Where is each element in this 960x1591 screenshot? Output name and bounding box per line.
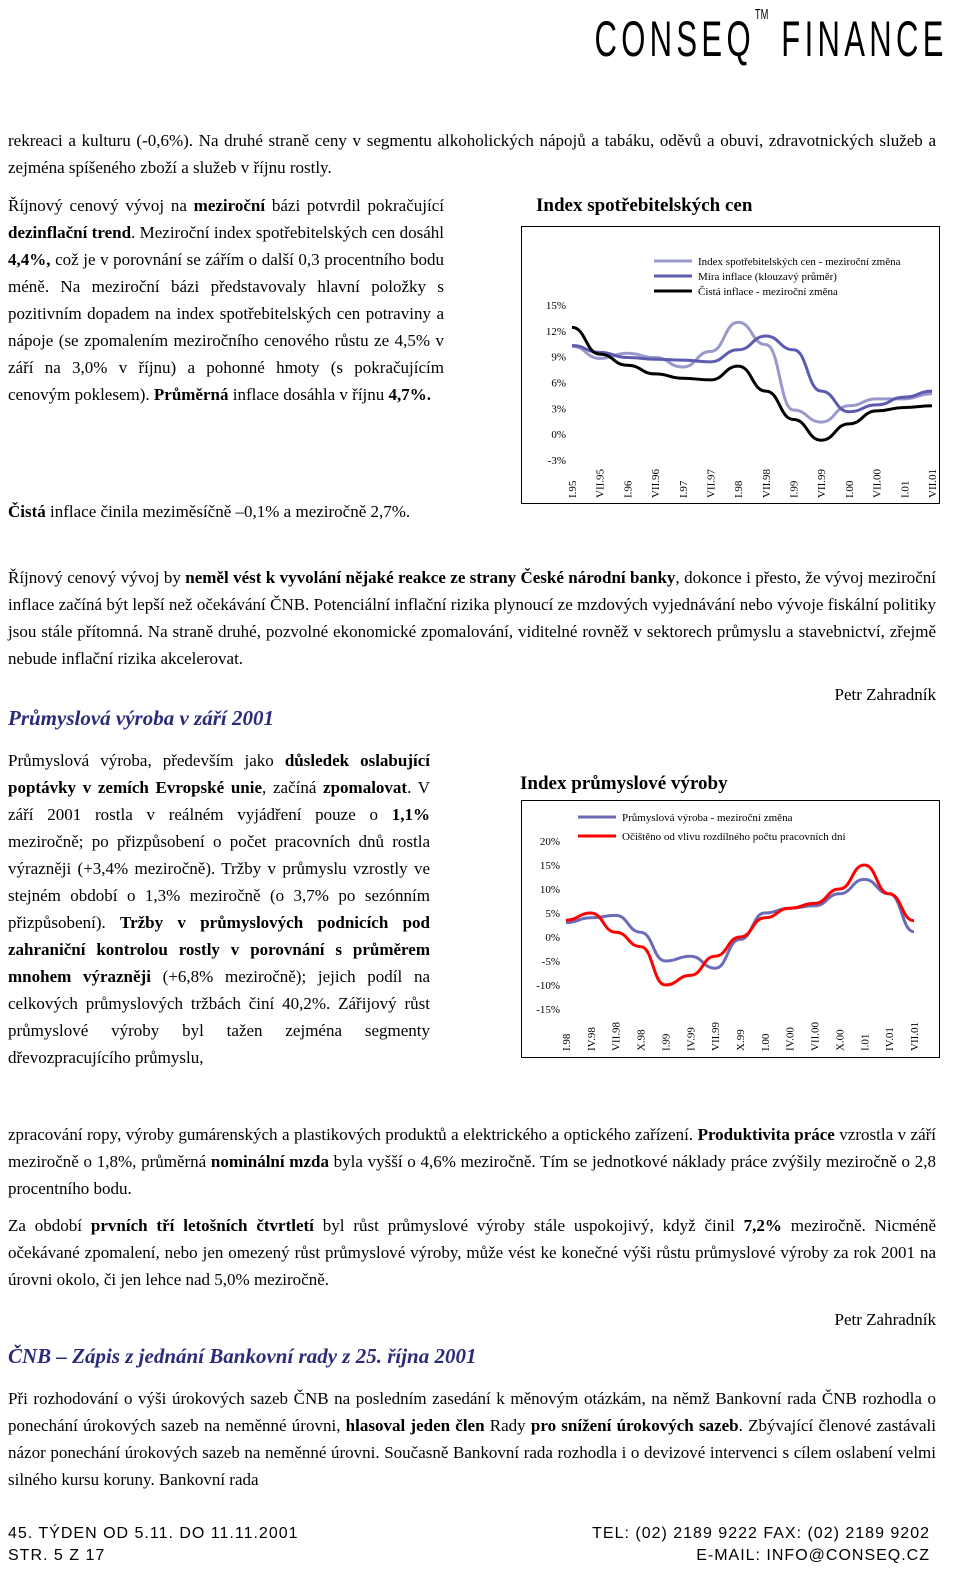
x-tick-label: VII.96 — [650, 468, 663, 498]
x-tick-label: VII.98 — [610, 1021, 623, 1051]
x-tick-label: VII.00 — [871, 468, 884, 498]
industry-chart-title: Index průmyslové výroby — [520, 773, 728, 794]
y-tick-label: -3% — [547, 455, 566, 467]
series-line — [566, 865, 914, 985]
cnb-heading: ČNB – Zápis z jednání Bankovní rady z 25. října 2001 — [8, 1344, 477, 1368]
x-tick-label: X.98 — [635, 1029, 648, 1051]
series-line — [572, 322, 932, 422]
x-tick-label: VII.01 — [909, 1021, 921, 1051]
y-tick-label: -5% — [541, 956, 560, 968]
cnb-reaction-paragraph: Říjnový cenový vývoj by neměl vést k vyvolání nějaké reakce ze strany České národní banky, dokonce i přesto, že vývoj meziroční inflace začíná být lepší než očekávání ČNB. Potenciální inflační rizika plynoucí ze mzdových vyjednávání nebo vývoje fiskální politiky jsou stále přítomná. Na straně druhé, pozvolné ekonomické zpomalování, viditelné rovněž v sektorech průmyslu a stavebnictví, zřejmě nebude inflační rizika akcelerovat. — [8, 568, 936, 668]
x-tick-label: VII.01 — [927, 468, 939, 498]
cpi-chart-title: Index spotřebitelských cen — [536, 195, 753, 216]
cpi-chart — [521, 226, 940, 504]
x-tick-label: VII.97 — [705, 468, 718, 498]
x-tick-label: VII.00 — [809, 1021, 822, 1051]
legend-label: Míra inflace (klouzavý průměr) — [698, 271, 837, 283]
x-tick-label: IV.98 — [585, 1027, 598, 1051]
legend-label: Průmyslová výroba - meziroční změna — [622, 812, 793, 824]
x-tick-label: X.99 — [735, 1029, 747, 1051]
y-tick-label: -15% — [536, 1004, 560, 1016]
intro-paragraph: rekreaci a kulturu (-0,6%). Na druhé straně ceny v segmentu alkoholických nápojů a tabáku, oděvů a obuvi, zdravotnických služeb a zejména spíšeného zboží a služeb v říjnu rostly. — [8, 131, 936, 177]
x-tick-label: IV.99 — [685, 1027, 698, 1051]
x-tick-label: VII.99 — [710, 1021, 723, 1051]
x-tick-label: I.00 — [759, 1033, 772, 1051]
y-tick-label: 15% — [539, 860, 560, 872]
industry-heading: Průmyslová výroba v září 2001 — [8, 706, 274, 730]
x-tick-label: VII.95 — [594, 468, 607, 498]
y-tick-label: 15% — [545, 300, 566, 312]
legend-label: Index spotřebitelských cen - meziroční změna — [698, 256, 901, 268]
x-tick-label: I.96 — [622, 480, 635, 498]
legend-label: Očištěno od vlivu rozdílného počtu pracovních dní — [622, 831, 846, 843]
series-line — [566, 879, 914, 968]
x-tick-label: IV.01 — [884, 1027, 897, 1051]
x-tick-label: X.00 — [834, 1029, 847, 1051]
y-tick-label: 12% — [545, 325, 566, 338]
y-tick-label: 9% — [551, 351, 566, 364]
y-tick-label: 0% — [551, 429, 566, 442]
series-line — [572, 336, 932, 412]
industry-chart — [521, 800, 940, 1058]
footer-contact — [560, 1523, 930, 1545]
y-tick-label: 3% — [551, 403, 566, 416]
x-tick-label: VII.99 — [816, 468, 829, 498]
x-tick-label: I.98 — [733, 480, 746, 498]
footer-issue: 45. TÝDEN OD 5.11. DO 11.11.2001 — [8, 1525, 299, 1542]
industry-paragraph: Průmyslová výroba, především jako důsledek oslabující poptávky v zemích Evropské unie, začíná zpomalovat. V září 2001 rostla v reálném vyjádření pouze o 1,1% meziročně; po přizpůsobení o počet pracovních dnů rostla výrazněji (+3,4% meziročně). Tržby v průmyslu vzrostly ve stejném období o 1,3% meziročně (o 3,7% po sezónním přizpůsobení). Tržby v průmyslových podnicích pod zahraniční kontrolou rostly v porovnání s průměrem mnohem výrazněji (+6,8% meziročně); jejich podíl na celkových průmyslových tržbách činí 40,2%. Zářijový růst průmyslové výroby byl tažen zejména segmenty dřevozpracujícího průmyslu, — [8, 751, 430, 1067]
legend-label: Čistá inflace - meziroční změna — [698, 286, 838, 298]
y-tick-label: -10% — [536, 980, 560, 992]
footer-email[interactable]: E-MAIL: INFO@CONSEQ.CZ — [696, 1547, 930, 1564]
x-tick-label: IV.00 — [784, 1027, 797, 1051]
x-tick-label: I.95 — [567, 480, 579, 498]
footer-fax: FAX: (02) 2189 9202 — [763, 1525, 930, 1542]
cpi-paragraph: Říjnový cenový vývoj na meziroční bázi potvrdil pokračující dezinflační trend. Meziroční index spotřebitelských cen dosáhl 4,4%, což je v porovnání se zářím o další 0,3 procentního bodu méně. Na meziroční bázi představovaly hlavní položky s pozitivním dopadem na index spotřebitelských cen potraviny a nápoje (se zpomalením meziročního cenového růstu ze 4,5% v září na 3,0% v říjnu) a pohonné hmoty (s pokračujícím cenovým poklesem). Průměrná inflace dosáhla v říjnu 4,7%. — [8, 196, 444, 404]
y-tick-label: 20% — [539, 836, 560, 848]
x-tick-label: I.97 — [677, 480, 690, 498]
x-tick-label: I.01 — [899, 480, 912, 498]
author-1: Petr Zahradník — [834, 685, 936, 704]
industry-outlook-paragraph: Za období prvních tří letošních čtvrtletí byl růst průmyslové výroby stále uspokojivý, když činil 7,2% meziročně. Nicméně očekávané zpomalení, nebo jen omezený růst průmyslové výroby, může vést ke konečné výši růstu průmyslové výroby za rok 2001 na úrovni okolo, či jen lehce nad 5,0% meziročně. — [8, 1216, 936, 1289]
x-tick-label: I.99 — [660, 1033, 673, 1051]
y-tick-label: 10% — [539, 884, 560, 896]
y-tick-label: 5% — [545, 908, 560, 920]
net-inflation-paragraph: Čistá inflace činila meziměsíčně –0,1% a meziročně 2,7%. — [8, 502, 411, 521]
x-tick-label: I.98 — [561, 1033, 573, 1051]
industry-paragraph-cont: zpracování ropy, výroby gumárenských a plastikových produktů a elektrického a optického zařízení. Produktivita práce vzrostla v září meziročně o 1,8%, průměrná nominální mzda byla vyšší o 4,6% meziročně. Tím se jednotkové náklady práce zvýšily meziročně o 2,8 procentního bodu. — [8, 1125, 936, 1198]
x-tick-label: VII.98 — [760, 468, 773, 498]
cnb-paragraph: Při rozhodování o výši úrokových sazeb ČNB na posledním zasedání k měnovým otázkám, na němž Bankovní rada ČNB rozhodla o ponechání úrokových sazeb na neměnné úrovni, hlasoval jeden člen Rady pro snížení úrokových sazeb. Zbývající členové zastávali názor ponechání úrokových sazeb na neměnné úrovni. Současně Bankovní rada rozhodla i o devizové intervenci s cílem oslabení velmi silného kursu koruny. Bankovní rada — [8, 1389, 936, 1489]
x-tick-label: I.00 — [843, 480, 856, 498]
x-tick-label: I.01 — [859, 1033, 872, 1051]
author-2: Petr Zahradník — [834, 1310, 936, 1329]
company-logo: CONSEQ™ FINANCE — [594, 6, 948, 67]
footer-page: STR. 5 Z 17 — [8, 1547, 106, 1564]
footer-phone: TEL: (02) 2189 9222 — [592, 1525, 758, 1542]
x-tick-label: I.99 — [788, 480, 801, 498]
y-tick-label: 6% — [551, 377, 566, 390]
y-tick-label: 0% — [545, 932, 560, 944]
